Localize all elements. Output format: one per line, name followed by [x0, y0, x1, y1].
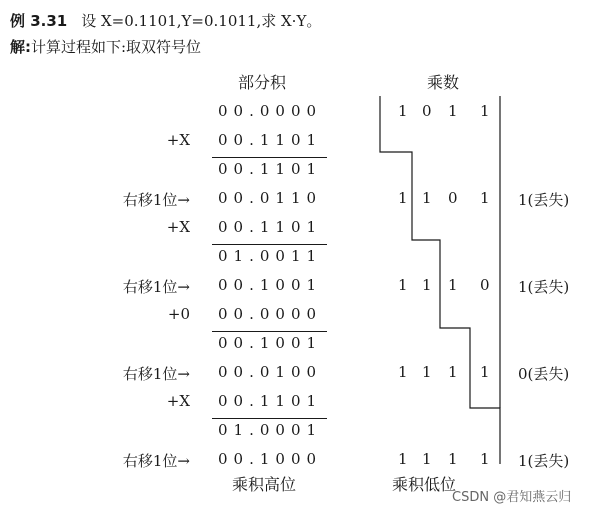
multiplier-bit: 1 — [398, 450, 408, 468]
multiplier-bit: 1 — [448, 363, 458, 381]
partial-product-value: 00.0000 — [218, 305, 323, 323]
multiplier-bit: 1 — [422, 450, 432, 468]
row-label: 右移1位→ — [122, 365, 190, 383]
row-label: 右移1位→ — [122, 452, 190, 470]
partial-product-value: 00.1001 — [218, 334, 323, 352]
header-multiplier: 乘数 — [427, 73, 460, 92]
partial-product-value: 00.1101 — [218, 160, 323, 178]
example-label: 例 3.31 — [10, 12, 68, 30]
multiplier-bit: 1 — [448, 276, 458, 294]
row-label: +X — [166, 131, 190, 149]
lost-bit: 1(丢失) — [518, 452, 570, 470]
watermark: CSDN @君知燕云归 — [452, 490, 572, 505]
partial-product-value: 00.1001 — [218, 276, 323, 294]
row-label: 右移1位→ — [122, 278, 190, 296]
multiplier-bit: 1 — [422, 363, 432, 381]
solution-text: 计算过程如下:取双符号位 — [31, 38, 202, 56]
row-label: +X — [166, 218, 190, 236]
multiplier-bit: 1 — [480, 102, 490, 120]
multiplier-bit: 1 — [480, 363, 490, 381]
multiplier-bit: 0 — [480, 276, 490, 294]
product-low-label: 乘积低位 — [392, 475, 457, 494]
solution-label: 解: — [10, 38, 31, 56]
row-label: +X — [166, 392, 190, 410]
multiplier-bit: 1 — [480, 450, 490, 468]
row-label: +0 — [167, 305, 190, 323]
multiplier-bit: 0 — [422, 102, 432, 120]
lost-bit: 0(丢失) — [518, 365, 570, 383]
multiplier-bit: 1 — [398, 363, 408, 381]
header-partial-product: 部分积 — [238, 73, 287, 92]
multiplier-bit: 0 — [448, 189, 458, 207]
partial-product-value: 00.1101 — [218, 218, 323, 236]
example-statement: 设 X=0.1101,Y=0.1011,求 X·Y。 — [81, 12, 322, 30]
multiplier-bit: 1 — [398, 276, 408, 294]
partial-product-value: 01.0001 — [218, 421, 323, 439]
partial-product-value: 00.0100 — [218, 363, 323, 381]
multiplier-bit: 1 — [448, 450, 458, 468]
row-label: 右移1位→ — [122, 191, 190, 209]
lost-bit: 1(丢失) — [518, 278, 570, 296]
partial-product-value: 00.1101 — [218, 131, 323, 149]
multiplier-bit: 1 — [398, 102, 408, 120]
lost-bit: 1(丢失) — [518, 191, 570, 209]
partial-product-value: 00.1000 — [218, 450, 323, 468]
multiplier-bit: 1 — [448, 102, 458, 120]
multiplier-bit: 1 — [422, 189, 432, 207]
partial-product-value: 00.1101 — [218, 392, 323, 410]
multiplier-bit: 1 — [398, 189, 408, 207]
multiplier-bit: 1 — [480, 189, 490, 207]
partial-product-value: 00.0000 — [218, 102, 323, 120]
multiplier-bit: 1 — [422, 276, 432, 294]
partial-product-value: 01.0011 — [218, 247, 323, 265]
partial-product-value: 00.0110 — [218, 189, 323, 207]
product-high-label: 乘积高位 — [232, 475, 297, 494]
